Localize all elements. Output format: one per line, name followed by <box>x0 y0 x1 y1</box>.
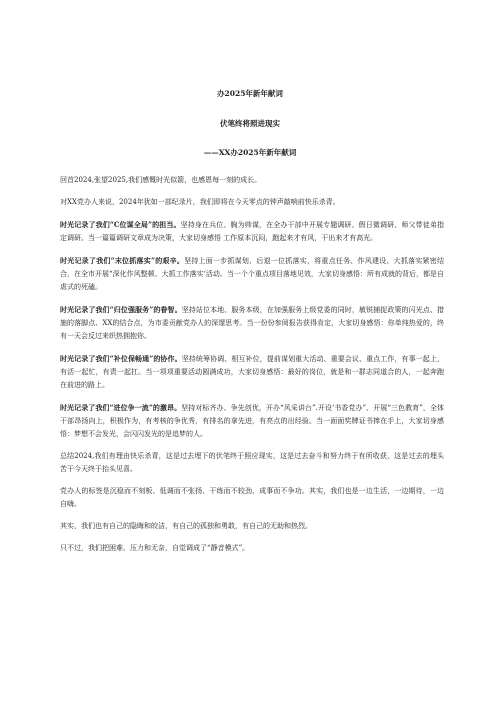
paragraph-2-text: 对XX党办人来说，2024年犹如一部纪录片，我们即将在今天零点的钟声敲响前快乐杀青。 <box>60 198 340 206</box>
paragraph-7 <box>60 401 444 441</box>
paragraph-7-lead: 时光记录了我们“进位争一流”的激昂。 <box>60 403 182 412</box>
paragraph-10 <box>60 520 444 533</box>
paragraph-5-lead: 时光记录了我们“归位强服务”的眷智。 <box>60 305 182 314</box>
paragraph-6 <box>60 352 444 392</box>
paragraph-2 <box>60 196 444 209</box>
paragraph-8 <box>60 450 444 476</box>
paragraph-1 <box>60 174 444 187</box>
document-title: 伏笔终将照进现实 <box>220 119 280 128</box>
paragraph-4-text: 坚持上面一步抓谋划、后退一位抓落实，将重点任务、作风建设、大抓落实紧密结合，在全市开展“深化作风整顿、大抓工作落实‘活动。当一个个重点项目落地见效，大家切身感悟：所有成就的背后，都是自虐式的死磕。 <box>60 257 444 291</box>
document-body <box>60 174 444 564</box>
paragraph-5 <box>60 303 444 343</box>
paragraph-11 <box>60 542 444 555</box>
document-subtitle: ——XX办2025年新年献词 <box>203 148 297 157</box>
paragraph-5-text: 坚持站位本地、服务本级，在加强服务上级党委的同时，敏锐捕捉政策的闪光点、措施的落脚点、XX的结合点，为市委贡献党办人的深邃思考。当一份份参阅报告获得肯定，大家切身感悟：你单纯热爱的，终有一天会反过来织热拥抱你。 <box>60 306 444 340</box>
document-heading: 办2025年新年献词 <box>217 89 283 98</box>
paragraph-3-text: 坚持身在兵位、胸为帅谋，在全办干部中开展专题调研、假日微调研、师父带徒弟指定调研。当一篇篇调研文章成为决策，大家切身感悟 工作原本沉闷，跑起来才有风，干出来才有高光。 <box>60 221 445 242</box>
paragraph-10-text: 其实，我们也有自己的隐晦和皎洁，有自己的孤独和勇敢，有自己的无助和热烈。 <box>60 522 312 530</box>
paragraph-4-lead: 时光记录了我们“末位抓落实”的艰辛。 <box>60 256 185 265</box>
paragraph-3-lead: 时光记录了我们“C位谋全局”的担当。 <box>60 220 181 229</box>
paragraph-6-text: 坚持统筹协调、相互补位，提前谋划重大活动、重要会议、重点工作，有事一起上，有活一起忙，有责一起扛。当一项项重要活动圆满成功，大家切身感悟：最好的岗位，就是和一群志同道合的人，一起奔跑在前进的路上。 <box>60 355 444 389</box>
paragraph-9 <box>60 485 444 511</box>
paragraph-8-text: 总结2024,我们有理由快乐杀青，这是过去埋下的伏笔终于照应现实，这是过去奋斗和努力终于有所收获，这是过去的埋头苦干今天终于抬头见喜。 <box>60 452 444 473</box>
paragraph-4 <box>60 254 444 294</box>
paragraph-1-text: 回首2024,张望2025,我们感慨时光似箭，也感恩每一刻的成长。 <box>60 176 262 184</box>
paragraph-6-lead: 时光记录了我们“补位保畅通”的协作。 <box>60 354 182 363</box>
paragraph-11-text: 只不过，我们把困难、压力和无奈，自觉调成了“静音模式”。 <box>60 544 250 552</box>
paragraph-3 <box>60 218 444 245</box>
paragraph-7-text: 坚持对标齐办、争先创优，开办“风采讲台”.开设‘书香党办”、开展“三色教育”，全体干部昂扬向上，积极作为，有考核的争优秀，有排名的拿先进，有亮点的出经验。当一面面奖牌证书捧在手上，大家切身感悟：梦想不会发光，会闪闪发光的是追梦的人。 <box>60 404 444 438</box>
paragraph-9-text: 党办人的标签是沉稳而不刻板、低调而不张扬、干练而不较劲、成事而不争功。其实，我们也是一边生活，一边期待，一边自嗨。 <box>60 487 444 508</box>
